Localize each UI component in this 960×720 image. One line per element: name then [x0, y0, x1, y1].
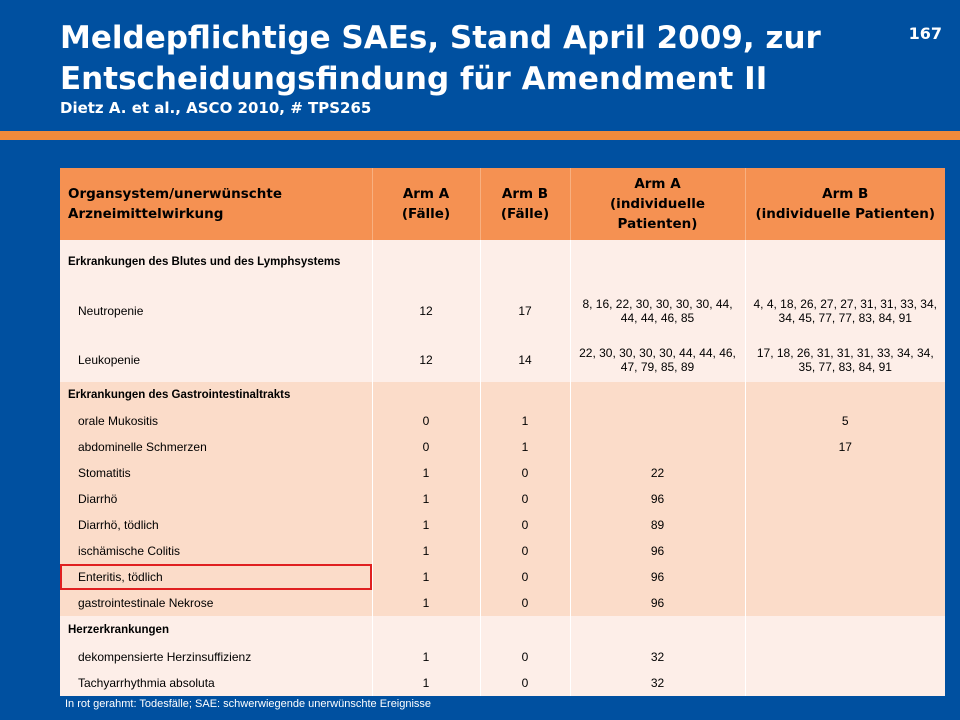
cell-arm-b-cases: 1 — [480, 408, 570, 434]
cell-arm-a-cases: 12 — [372, 338, 480, 382]
cell-arm-b-cases: 0 — [480, 486, 570, 512]
cell-arm-a-patients: 22 — [570, 460, 745, 486]
cell-name: Diarrhö — [60, 486, 372, 512]
sae-table — [60, 168, 945, 696]
section-row — [60, 382, 945, 408]
cell-arm-b-patients — [745, 512, 945, 538]
cell-arm-b-patients: 4, 4, 18, 26, 27, 27, 31, 31, 33, 34, 34, 45, 77, 77, 83, 84, 91 — [745, 284, 945, 338]
section-title: Erkrankungen des Blutes und des Lymphsystems — [60, 240, 372, 284]
header-arm-b-patients — [745, 168, 945, 240]
slide-subtitle: Dietz A. et al., ASCO 2010, # TPS265 — [60, 99, 372, 117]
cell-arm-a-cases: 1 — [372, 512, 480, 538]
header-arm-b-patients-text: Arm B (individuelle Patienten) — [755, 186, 936, 222]
header-arm-b-cases — [480, 168, 570, 240]
cell-arm-b-patients — [745, 644, 945, 670]
cell-arm-b-patients — [745, 564, 945, 590]
section-heart — [60, 616, 945, 696]
cell-arm-a-cases: 1 — [372, 670, 480, 696]
cell-arm-a-patients: 96 — [570, 590, 745, 616]
cell-name: dekompensierte Herzinsuffizienz — [60, 644, 372, 670]
cell-arm-a-patients: 96 — [570, 538, 745, 564]
table-row — [60, 434, 945, 460]
cell-arm-b-cases: 14 — [480, 338, 570, 382]
cell-arm-b-cases: 0 — [480, 590, 570, 616]
cell-arm-b-cases: 0 — [480, 670, 570, 696]
cell-arm-a-cases: 1 — [372, 460, 480, 486]
table-row — [60, 408, 945, 434]
table-row — [60, 338, 945, 382]
cell-name: ischämische Colitis — [60, 538, 372, 564]
table-row — [60, 512, 945, 538]
cell-arm-a-cases: 1 — [372, 644, 480, 670]
cell-arm-b-patients — [745, 538, 945, 564]
section-title: Erkrankungen des Gastrointestinaltrakts — [60, 382, 372, 408]
cell-name: Diarrhö, tödlich — [60, 512, 372, 538]
cell-arm-b-patients: 5 — [745, 408, 945, 434]
cell-arm-a-cases: 1 — [372, 564, 480, 590]
section-row — [60, 240, 945, 284]
table-row — [60, 284, 945, 338]
section-blood — [60, 240, 945, 382]
header-arm-b-cases-text: Arm B (Fälle) — [500, 186, 550, 222]
cell-arm-b-patients: 17, 18, 26, 31, 31, 31, 33, 34, 34, 35, 77, 83, 84, 91 — [745, 338, 945, 382]
cell-arm-a-cases: 1 — [372, 590, 480, 616]
section-gastro — [60, 382, 945, 616]
section-title: Herzerkrankungen — [60, 616, 372, 644]
cell-arm-b-cases: 0 — [480, 564, 570, 590]
cell-arm-b-cases: 0 — [480, 512, 570, 538]
header-organsystem: Organsystem/unerwünschte Arzneimittelwirkung — [60, 168, 372, 240]
cell-arm-b-cases: 0 — [480, 538, 570, 564]
cell-arm-a-patients: 32 — [570, 670, 745, 696]
cell-arm-b-cases: 17 — [480, 284, 570, 338]
cell-name-fatal-highlight: Enteritis, tödlich — [60, 564, 372, 590]
table-row — [60, 644, 945, 670]
cell-name: gastrointestinale Nekrose — [60, 590, 372, 616]
table-row — [60, 590, 945, 616]
cell-arm-b-cases: 1 — [480, 434, 570, 460]
cell-arm-b-patients — [745, 590, 945, 616]
cell-arm-a-patients — [570, 408, 745, 434]
cell-arm-a-cases: 0 — [372, 434, 480, 460]
cell-arm-a-cases: 1 — [372, 486, 480, 512]
cell-arm-a-patients: 22, 30, 30, 30, 30, 44, 44, 46, 47, 79, 85, 89 — [570, 338, 745, 382]
table-row — [60, 670, 945, 696]
cell-arm-a-cases: 1 — [372, 538, 480, 564]
header-arm-a-patients — [570, 168, 745, 240]
cell-arm-a-patients: 96 — [570, 486, 745, 512]
header-arm-a-cases — [372, 168, 480, 240]
cell-arm-b-patients: 17 — [745, 434, 945, 460]
cell-name: Tachyarrhythmia absoluta — [60, 670, 372, 696]
table-row — [60, 460, 945, 486]
section-row — [60, 616, 945, 644]
cell-arm-a-patients: 8, 16, 22, 30, 30, 30, 30, 44, 44, 44, 46, 85 — [570, 284, 745, 338]
header-arm-a-cases-text: Arm A (Fälle) — [401, 186, 451, 222]
cell-arm-a-cases: 12 — [372, 284, 480, 338]
page-number: 167 — [908, 24, 942, 43]
cell-arm-a-patients: 96 — [570, 564, 745, 590]
table-row — [60, 538, 945, 564]
cell-arm-b-cases: 0 — [480, 644, 570, 670]
cell-name: orale Mukositis — [60, 408, 372, 434]
cell-arm-a-patients: 89 — [570, 512, 745, 538]
cell-arm-a-patients — [570, 434, 745, 460]
cell-name: Leukopenie — [60, 338, 372, 382]
cell-arm-b-cases: 0 — [480, 460, 570, 486]
table-row — [60, 564, 945, 590]
accent-stripe — [0, 131, 960, 140]
cell-arm-b-patients — [745, 670, 945, 696]
cell-arm-b-patients — [745, 460, 945, 486]
slide-title: Meldepflichtige SAEs, Stand April 2009, zur Entscheidungsfindung für Amendment II — [60, 20, 821, 97]
cell-name: Neutropenie — [60, 284, 372, 338]
table-row — [60, 486, 945, 512]
cell-arm-a-cases: 0 — [372, 408, 480, 434]
cell-name: abdominelle Schmerzen — [60, 434, 372, 460]
cell-arm-a-patients: 32 — [570, 644, 745, 670]
cell-name: Stomatitis — [60, 460, 372, 486]
table-header-row — [60, 168, 945, 240]
cell-arm-b-patients — [745, 486, 945, 512]
header-arm-a-patients-text: Arm A (individuelle Patienten) — [610, 176, 705, 232]
footnote: In rot gerahmt: Todesfälle; SAE: schwerwiegende unerwünschte Ereignisse — [65, 698, 432, 710]
